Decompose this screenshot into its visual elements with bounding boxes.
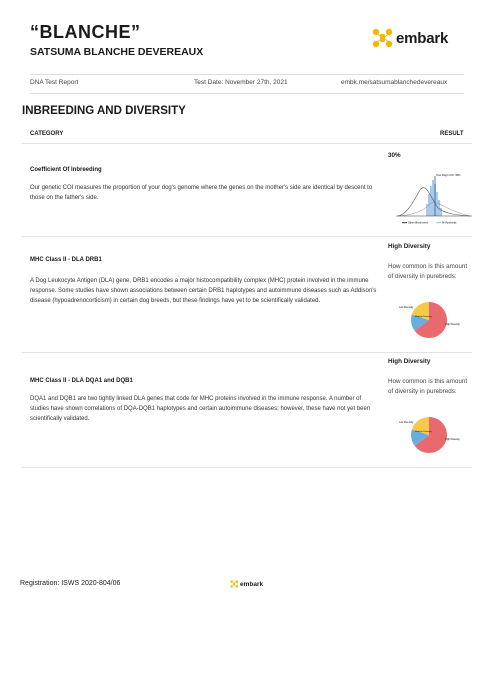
divider: [22, 467, 472, 468]
embark-logo-icon: [230, 580, 239, 588]
drb1-result: High Diversity: [388, 243, 431, 250]
embark-logo-icon: [372, 28, 394, 48]
test-date: Test Date: November 27th, 2021: [194, 79, 288, 86]
coi-legend-mixed: Other Mixed breed: [408, 221, 428, 225]
dqa1-title: MHC Class II - DLA DQA1 and DQB1: [30, 378, 133, 384]
pie-label-high: High Diversity: [445, 438, 460, 441]
pie-label-medium: Medium Diversity: [415, 316, 432, 318]
pie-label-medium: Medium Diversity: [415, 431, 432, 433]
divider: [30, 74, 464, 75]
divider: [22, 236, 472, 237]
coi-description: Our genetic COI measures the proportion of your dog's genome where the genes on the mother's side are identical by descent to those on the father's side.: [30, 185, 373, 201]
pie-label-low: Low Diversity: [399, 421, 414, 424]
registration-number: Registration: ISWS 2020-804/06: [20, 580, 121, 587]
coi-distribution-chart: [392, 170, 474, 230]
dog-name: “BLANCHE”: [30, 22, 141, 42]
section-title: INBREEDING AND DIVERSITY: [22, 105, 186, 117]
divider: [22, 352, 472, 353]
category-column-header: CATEGORY: [30, 131, 64, 137]
report-url[interactable]: embk.me/satsumablanchedevereaux: [341, 79, 448, 86]
dqa1-result: High Diversity: [388, 358, 431, 365]
footer-logo-text: embark: [240, 580, 264, 588]
report-label: DNA Test Report: [30, 79, 79, 86]
embark-logo: [372, 28, 448, 48]
coi-histogram: [426, 180, 442, 216]
divider: [22, 143, 472, 144]
dqa1-diversity-pie: [397, 414, 461, 456]
pie-label-low: Low Diversity: [399, 306, 414, 309]
coi-title: Coefficient Of Inbreeding: [30, 167, 102, 173]
coi-result: 30%: [388, 152, 401, 159]
pie-label-high: High Diversity: [445, 323, 460, 326]
drb1-title: MHC Class II - DLA DRB1: [30, 257, 102, 263]
drb1-diversity-pie: [397, 299, 461, 341]
footer-embark-logo: [230, 580, 263, 588]
logo-text: embark: [396, 29, 449, 47]
dqa1-description: DQA1 and DQB1 are two tightly linked DLA genes that code for MHC proteins involved in the immune response. A number of studies have shown correlations of DQA-DQB1 haplotypes and certain autoimmune diseases; however, these have not yet been scientifically validated.: [30, 396, 371, 422]
dqa1-result-subtitle: How common is this amount of diversity in purebreds:: [388, 378, 468, 395]
divider: [30, 93, 464, 94]
registered-name: SATSUMA BLANCHE DEVEREAUX: [30, 46, 204, 58]
result-column-header: RESULT: [440, 131, 464, 137]
drb1-description: A Dog Leukocyte Antigen (DLA) gene, DRB1 encodes a major histocompatibility complex (MHC) protein involved in the immune response. Some studies have shown associations between certain DRB1 haplotypes and autoimmune diseases such as Addison's disease (hypoadrenocorticism) in certain dog breeds, but these findings have yet to be scientifically validated.: [30, 278, 377, 304]
coi-legend-purebred: All Purebreds: [442, 221, 457, 225]
drb1-result-subtitle: How common is this amount of diversity in purebreds:: [388, 263, 468, 280]
coi-chart-label: Your Dog's COI: 30%: [436, 174, 461, 177]
